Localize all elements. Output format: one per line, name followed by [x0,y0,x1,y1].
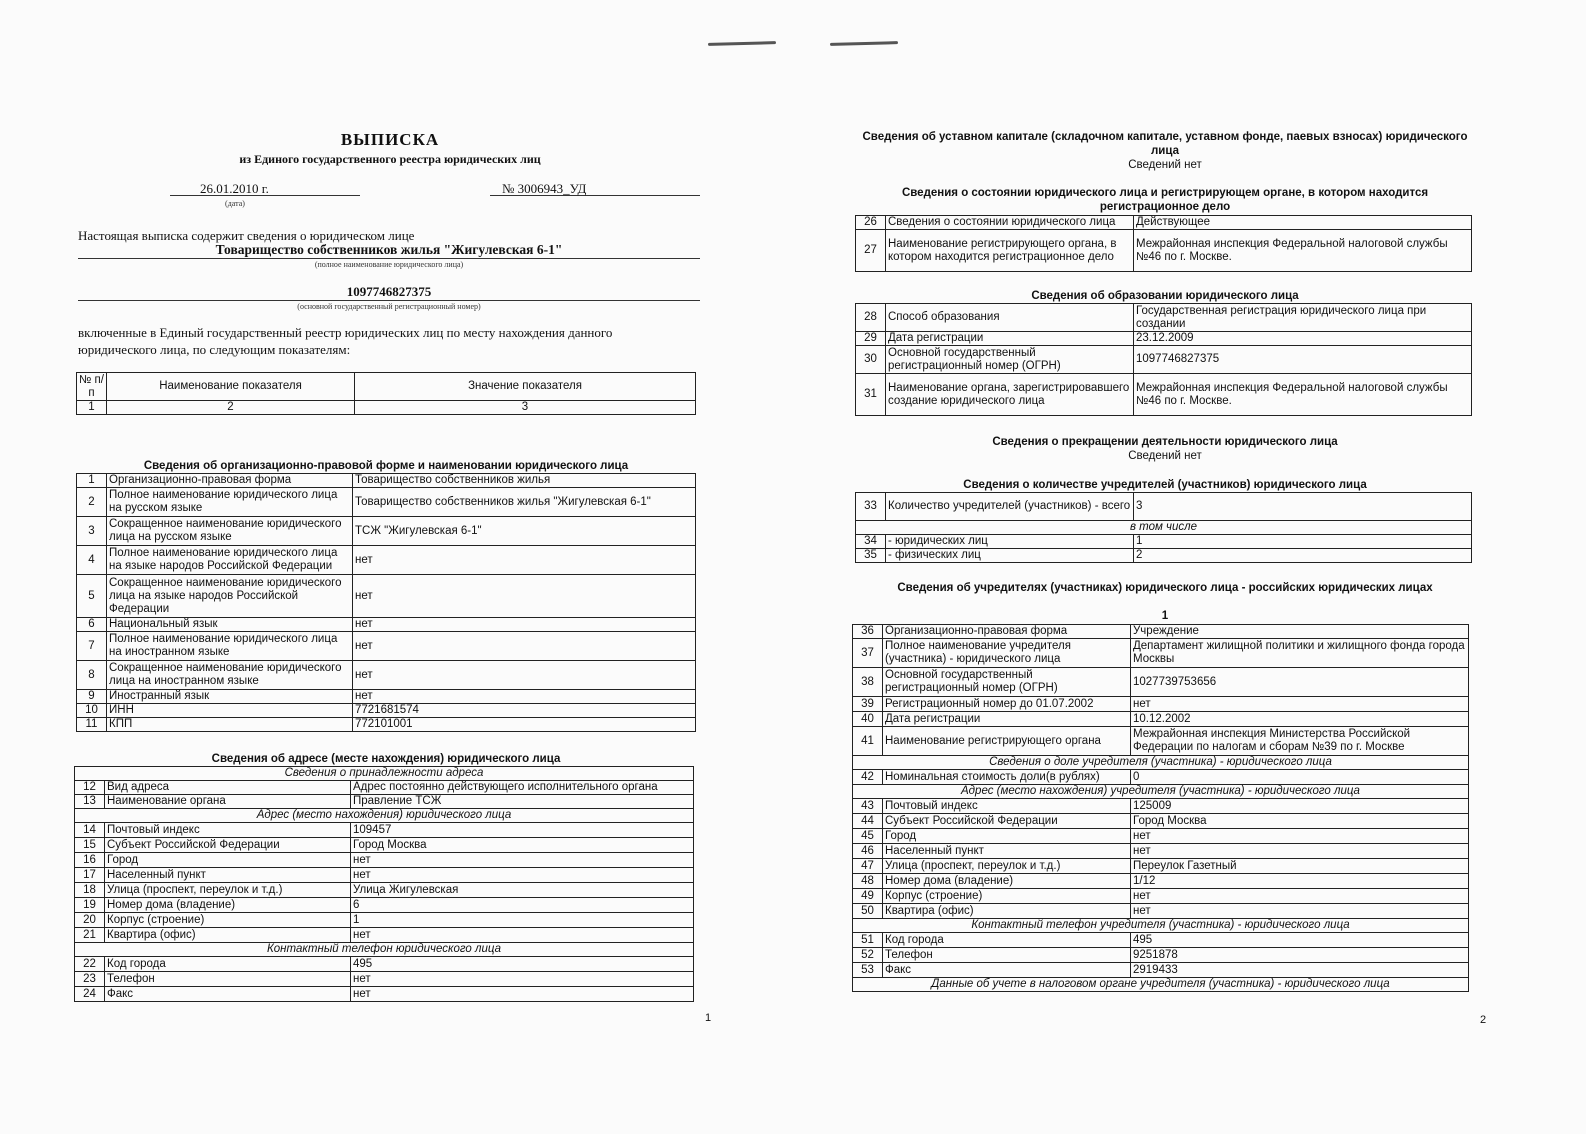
row-value: нет [351,928,694,943]
row-label: Полное наименование юридического лица на языке народов Российской Федерации [107,546,353,575]
row-label: Организационно-правовая форма [883,625,1131,639]
found-table [852,624,1469,992]
row-label: Дата регистрации [883,712,1131,727]
count-table [855,492,1472,563]
sec2-sub2: Адрес (место нахождения) юридического лица [75,809,694,823]
table-row [853,933,1469,948]
table-row [77,474,696,488]
row-label: Почтовый индекс [105,823,351,838]
found-sub2: Адрес (место нахождения) учредителя (участника) - юридического лица [853,785,1469,799]
row-label: Населенный пункт [105,868,351,883]
row-value: нет [1131,889,1469,904]
cap-title: Сведения об уставном капитале (складочном капитале, уставном фонде, паевых взносах) юридического лица [862,131,1468,157]
row-label: Основной государственный регистрационный номер (ОГРН) [883,668,1131,697]
row-num: 45 [853,829,883,844]
row-label: ИНН [107,704,353,718]
row-value: 9251878 [1131,948,1469,963]
header-col-name: Наименование показателя [107,373,355,401]
row-value: нет [351,987,694,1002]
row-num: 16 [75,853,105,868]
table-row [77,488,696,517]
row-num: 22 [75,957,105,972]
row-num: 43 [853,799,883,814]
table-row [77,632,696,661]
term-none: Сведений нет [1128,450,1202,462]
row-num: 47 [853,859,883,874]
table-row [853,948,1469,963]
row-value: Межрайонная инспекция Федеральной налоговой службы №46 по г. Москве. [1134,374,1472,416]
row-num: 41 [853,727,883,756]
row-num: 46 [853,844,883,859]
row-label: Полное наименование юридического лица на русском языке [107,488,353,517]
row-num: 8 [77,661,107,690]
row-value: 1/12 [1131,874,1469,889]
row-value: 109457 [351,823,694,838]
page-number-1: 1 [705,1012,712,1024]
row-num: 50 [853,904,883,919]
row-num: 27 [856,230,886,272]
date-caption: (дата) [225,199,245,208]
table-row [856,230,1472,272]
row-label: Сокращенное наименование юридического лица на иностранном языке [107,661,353,690]
row-num: 35 [856,549,886,563]
row-label: Сведения о состоянии юридического лица [886,216,1134,230]
row-label: - физических лиц [886,549,1134,563]
table-row [856,332,1472,346]
date-line [170,181,360,196]
row-num: 29 [856,332,886,346]
found-num: 1 [1161,610,1169,622]
table-row [853,904,1469,919]
row-label: Наименование органа, зарегистрировавшего создание юридического лица [886,374,1134,416]
table-row [75,987,694,1002]
row-label: Организационно-правовая форма [107,474,353,488]
row-num: 20 [75,913,105,928]
count-title: Сведения о количестве учредителей (участников) юридического лица [963,479,1367,491]
row-value: Товарищество собственников жилья [353,474,696,488]
row-value: 6 [351,898,694,913]
table-row [77,517,696,546]
row-label: Город [883,829,1131,844]
row-label: - юридических лиц [886,535,1134,549]
table-row [856,374,1472,416]
ogrn-caption: (основной государственный регистрационный номер) [297,302,481,311]
row-value: 0 [1131,770,1469,785]
row-value: Улица Жигулевская [351,883,694,898]
row-label: Сокращенное наименование юридического лица на языке народов Российской Федерации [107,575,353,618]
row-value: 495 [351,957,694,972]
table-row [77,690,696,704]
table-row [853,799,1469,814]
state-table [855,215,1472,272]
row-value: 23.12.2009 [1134,332,1472,346]
table-row [75,913,694,928]
table-row [77,661,696,690]
intro-text: Настоящая выписка содержит сведения о юридическом лице [78,228,415,243]
row-label: Код города [105,957,351,972]
row-label: Иностранный язык [107,690,353,704]
table-row [75,795,694,809]
row-num: 18 [75,883,105,898]
staple-right [830,41,898,46]
row-num: 21 [75,928,105,943]
row-num: 33 [856,493,886,521]
ogrn-line [78,284,700,301]
row-label: Полное наименование учредителя (участника) - юридического лица [883,639,1131,668]
row-value: 1097746827375 [1134,346,1472,374]
row-value: 10.12.2002 [1131,712,1469,727]
row-num: 40 [853,712,883,727]
row-value: Товарищество собственников жилья "Жигулевская 6-1" [353,488,696,517]
row-num: 51 [853,933,883,948]
found-sub1: Сведения о доле учредителя (участника) - юридического лица [853,756,1469,770]
header-r1: 1 [77,401,107,415]
row-num: 44 [853,814,883,829]
row-value: Город Москва [351,838,694,853]
row-num: 15 [75,838,105,853]
found-sub3: Контактный телефон учредителя (участника) - юридического лица [853,919,1469,933]
table-row [75,838,694,853]
table-row [853,639,1469,668]
row-value: 2919433 [1131,963,1469,978]
row-label: Количество учредителей (участников) - всего [886,493,1134,521]
row-num: 37 [853,639,883,668]
header-col-num: № п/п [77,373,107,401]
row-num: 13 [75,795,105,809]
count-sub: в том числе [856,521,1472,535]
table-row [856,549,1472,563]
row-num: 26 [856,216,886,230]
row-num: 3 [77,517,107,546]
row-value: нет [353,632,696,661]
header-col-value: Значение показателя [355,373,696,401]
table-row [75,928,694,943]
row-num: 39 [853,697,883,712]
row-value: нет [353,546,696,575]
row-label: Сокращенное наименование юридического лица на русском языке [107,517,353,546]
row-num: 48 [853,874,883,889]
row-value: 2 [1134,549,1472,563]
row-label: Город [105,853,351,868]
row-value: нет [351,868,694,883]
row-value: Департамент жилищной политики и жилищного фонда города Москвы [1131,639,1469,668]
row-num: 53 [853,963,883,978]
entity-caption: (полное наименование юридического лица) [314,260,464,269]
table-row [853,814,1469,829]
row-value: нет [353,661,696,690]
page-number-2: 2 [1480,1014,1487,1026]
state-title: Сведения о состоянии юридического лица и регистрирующем органе, в котором находится регистрационное дело [901,187,1429,213]
sec1-title: Сведения об организационно-правовой форме и наименовании юридического лица [143,460,629,472]
row-value: 495 [1131,933,1469,948]
row-label: Номинальная стоимость доли(в рублях) [883,770,1131,785]
row-value: нет [1131,904,1469,919]
row-label: Факс [883,963,1131,978]
row-num: 31 [856,374,886,416]
table-row [75,781,694,795]
table-row [77,718,696,732]
row-num: 11 [77,718,107,732]
row-num: 28 [856,304,886,332]
table-row [75,823,694,838]
table-row [75,868,694,883]
table-row [856,493,1472,521]
form-table [855,303,1472,416]
row-label: Номер дома (владение) [105,898,351,913]
doc-subtitle: из Единого государственного реестра юридических лиц [239,152,541,166]
table-row [75,883,694,898]
table-row [75,972,694,987]
doc-number: № 3006943_УД [502,181,587,196]
row-num: 6 [77,618,107,632]
form-title: Сведения об образовании юридического лица [1031,290,1299,302]
table-row [853,859,1469,874]
table-row [75,853,694,868]
row-label: Квартира (офис) [105,928,351,943]
table-row [853,889,1469,904]
sec2-table [74,766,694,1002]
sec2-sub1: Сведения о принадлежности адреса [75,767,694,781]
row-num: 1 [77,474,107,488]
row-label: Регистрационный номер до 01.07.2002 [883,697,1131,712]
found-title: Сведения об учредителях (участниках) юридического лица - российских юридических лицах [897,582,1433,594]
table-row [77,575,696,618]
cap-none: Сведений нет [1128,159,1202,171]
table-row [77,704,696,718]
row-value: Межрайонная инспекция Министерства Российской Федерации по налогам и сборам №39 по г. Москве [1131,727,1469,756]
table-row [75,957,694,972]
row-num: 2 [77,488,107,517]
row-label: Квартира (офис) [883,904,1131,919]
row-value: 125009 [1131,799,1469,814]
row-label: Наименование регистрирующего органа [883,727,1131,756]
row-label: Номер дома (владение) [883,874,1131,889]
row-label: Телефон [105,972,351,987]
table-row [853,874,1469,889]
table-row [853,727,1469,756]
row-label: Вид адреса [105,781,351,795]
table-row [77,546,696,575]
number-line [490,181,700,196]
row-label: Наименование органа [105,795,351,809]
term-title: Сведения о прекращении деятельности юридического лица [992,436,1338,448]
row-num: 42 [853,770,883,785]
table-row [853,963,1469,978]
row-value: нет [353,618,696,632]
entity-line [78,242,700,259]
row-num: 52 [853,948,883,963]
sec2-sub3: Контактный телефон юридического лица [75,943,694,957]
row-num: 17 [75,868,105,883]
row-num: 7 [77,632,107,661]
row-label: Полное наименование юридического лица на иностранном языке [107,632,353,661]
row-label: Наименование регистрирующего органа, в котором находится регистрационное дело [886,230,1134,272]
table-row [853,697,1469,712]
row-num: 10 [77,704,107,718]
row-value: Переулок Газетный [1131,859,1469,874]
row-num: 14 [75,823,105,838]
row-value: нет [1131,697,1469,712]
row-num: 12 [75,781,105,795]
row-value: Город Москва [1131,814,1469,829]
table-row [856,304,1472,332]
row-num: 9 [77,690,107,704]
row-value: 3 [1134,493,1472,521]
row-label: Дата регистрации [886,332,1134,346]
row-label: Улица (проспект, переулок и т.д.) [883,859,1131,874]
row-label: Факс [105,987,351,1002]
table-row [853,712,1469,727]
row-value: Межрайонная инспекция Федеральной налоговой службы №46 по г. Москве. [1134,230,1472,272]
row-num: 23 [75,972,105,987]
sec2-title: Сведения об адресе (месте нахождения) юридического лица [211,753,561,765]
doc-title: ВЫПИСКА [340,130,440,149]
table-row [853,770,1469,785]
row-value: 1027739753656 [1131,668,1469,697]
row-value: нет [1131,844,1469,859]
row-label: Населенный пункт [883,844,1131,859]
found-sub4: Данные об учете в налоговом органе учредителя (участника) - юридического лица [853,978,1469,992]
row-value: Государственная регистрация юридического лица при создании [1134,304,1472,332]
header-r3: 3 [355,401,696,415]
entity-name: Товарищество собственников жилья "Жигулевская 6-1" [215,242,563,257]
row-label: Телефон [883,948,1131,963]
row-num: 5 [77,575,107,618]
header-table [76,372,696,415]
row-num: 24 [75,987,105,1002]
staple-left [708,41,776,46]
doc-date: 26.01.2010 г. [200,181,269,196]
row-value: Действующее [1134,216,1472,230]
table-row [856,346,1472,374]
row-label: Субъект Российской Федерации [883,814,1131,829]
row-value: нет [351,972,694,987]
row-label: Улица (проспект, переулок и т.д.) [105,883,351,898]
row-value: нет [353,575,696,618]
table-row [856,535,1472,549]
included-text: включенные в Единый государственный реестр юридических лиц по месту нахождения данного юридического лица, по следующим показателям: [78,325,613,357]
row-value: 7721681574 [353,704,696,718]
table-row [75,898,694,913]
table-row [77,618,696,632]
row-value: нет [353,690,696,704]
row-num: 34 [856,535,886,549]
row-value: 772101001 [353,718,696,732]
row-num: 30 [856,346,886,374]
sec1-table [76,473,696,732]
row-label: Почтовый индекс [883,799,1131,814]
row-num: 19 [75,898,105,913]
row-num: 49 [853,889,883,904]
row-value: 1 [1134,535,1472,549]
row-value: Адрес постоянно действующего исполнительного органа [351,781,694,795]
row-label: Корпус (строение) [883,889,1131,904]
row-label: Основной государственный регистрационный номер (ОГРН) [886,346,1134,374]
row-num: 36 [853,625,883,639]
row-value: Правление ТСЖ [351,795,694,809]
row-value: нет [1131,829,1469,844]
row-label: Субъект Российской Федерации [105,838,351,853]
row-num: 4 [77,546,107,575]
row-value: ТСЖ "Жигулевская 6-1" [353,517,696,546]
row-label: КПП [107,718,353,732]
table-row [856,216,1472,230]
row-num: 38 [853,668,883,697]
row-label: Национальный язык [107,618,353,632]
row-value: 1 [351,913,694,928]
table-row [853,625,1469,639]
row-label: Корпус (строение) [105,913,351,928]
row-value: Учреждение [1131,625,1469,639]
header-r2: 2 [107,401,355,415]
table-row [853,668,1469,697]
table-row [853,844,1469,859]
ogrn-value: 1097746827375 [346,284,432,299]
table-row [853,829,1469,844]
row-label: Способ образования [886,304,1134,332]
row-value: нет [351,853,694,868]
row-label: Код города [883,933,1131,948]
